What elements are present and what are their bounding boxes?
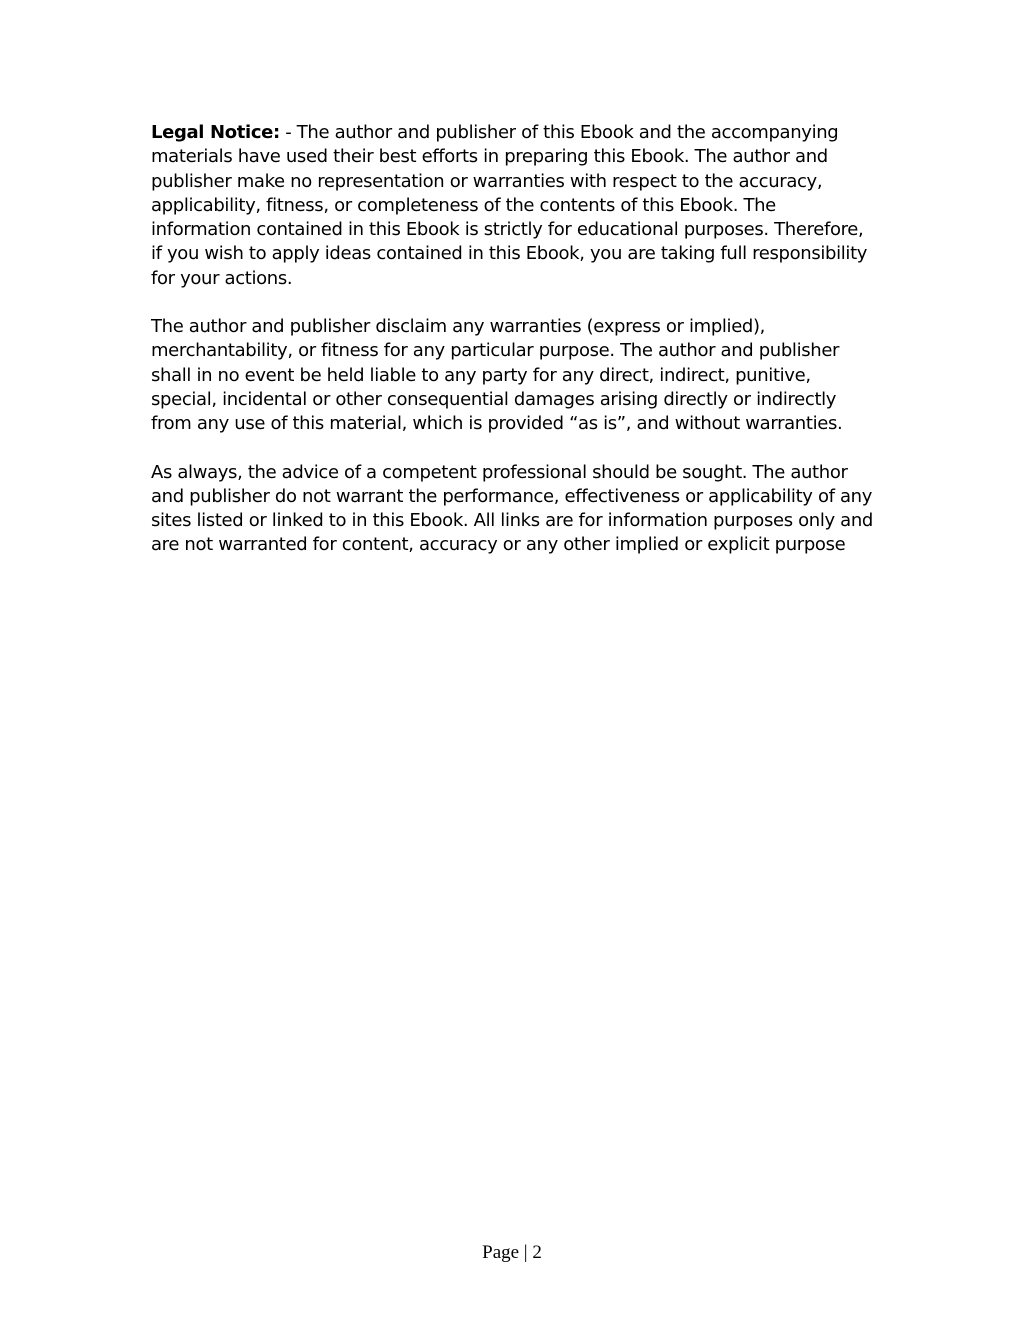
advice-paragraph: As always, the advice of a competent professional should be sought. The author and publisher do not warrant the performance, effectiveness or applicability of any sites listed or linked to in this Ebook. All links are for information purposes only and are not warranted for content, accuracy or any other implied or explicit purpose bbox=[151, 461, 873, 556]
legal-notice-paragraph bbox=[151, 121, 873, 291]
legal-notice-text: - The author and publisher of this Ebook and the accompanying materials have used their best efforts in preparing this Ebook. The author and publisher make no representation or warranties with respect to the accuracy, applicability, fitness, or completeness of the contents of this Ebook. The information contained in this Ebook is strictly for educational purposes. Therefore, if you wish to apply ideas contained in this Ebook, you are taking full responsibility for your actions. bbox=[151, 122, 868, 289]
legal-notice-label: Legal Notice: bbox=[151, 122, 280, 143]
disclaimer-paragraph: The author and publisher disclaim any warranties (express or implied), merchantability, or fitness for any particular purpose. The author and publisher shall in no event be held liable to any party for any direct, indirect, punitive, special, incidental or other consequential damages arising directly or indirectly from any use of this material, which is provided “as is”, and without warranties. bbox=[151, 316, 843, 435]
legal-notice-body bbox=[151, 121, 873, 582]
page-number-footer: Page | 2 bbox=[482, 1242, 542, 1263]
